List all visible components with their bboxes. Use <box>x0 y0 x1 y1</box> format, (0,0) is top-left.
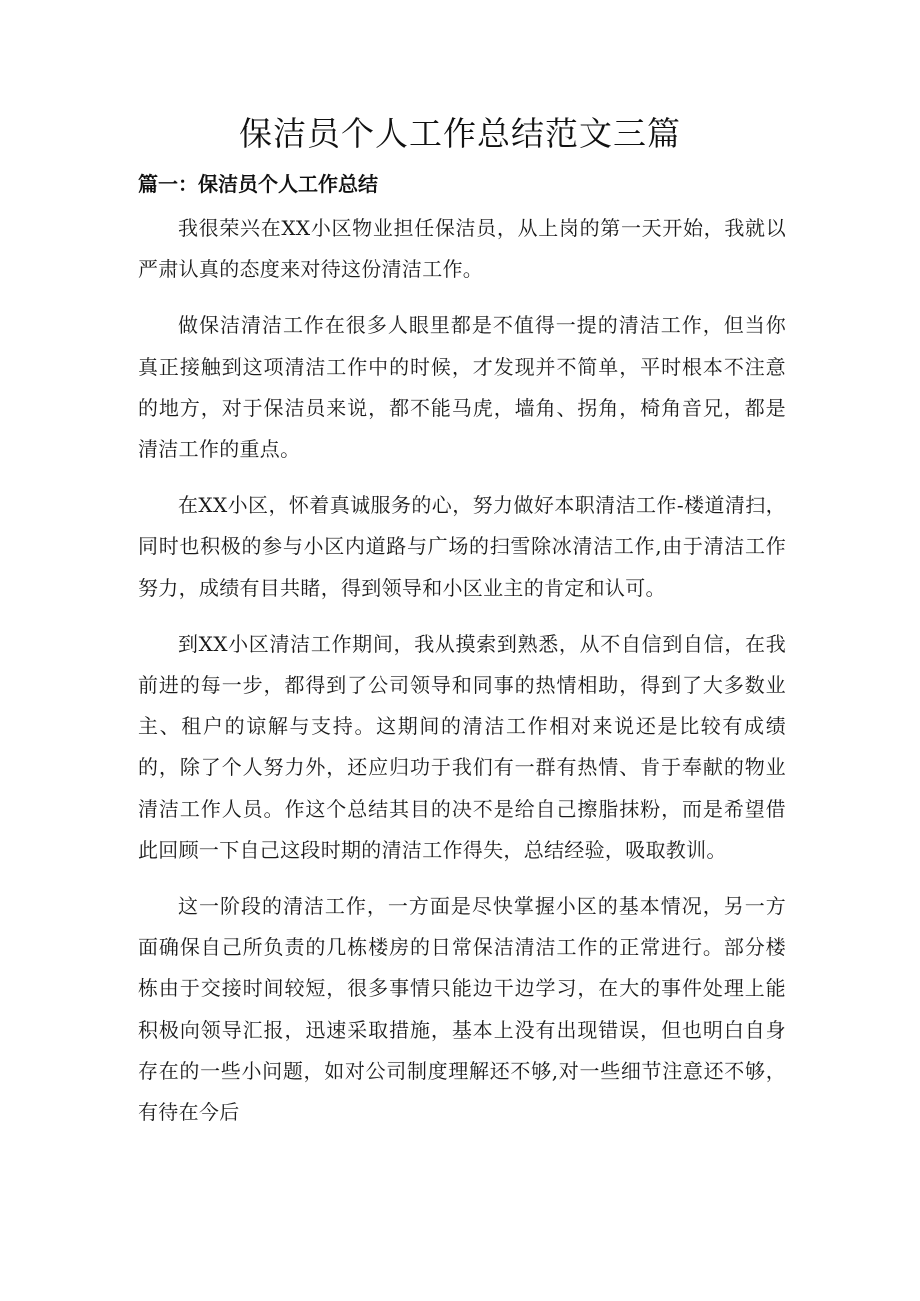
body-text <box>138 208 786 1148</box>
section-heading: 篇一：保洁员个人工作总结 <box>138 172 378 196</box>
document-title: 保洁员个人工作总结范文三篇 <box>239 114 681 153</box>
paragraph-5: 这一阶段的清洁工作，一方面是尽快掌握小区的基本情况，另一方面确保自己所负责的几栋楼房的日常保洁清洁工作的正常进行。部分楼栋由于交接时间较短，很多事情只能边干边学习，在大的事件处理上能积极向领导汇报，迅速采取措施，基本上没有出现错误，但也明白自身存在的一些小问题，如对公司制度理解还不够,对一些细节注意还不够，有待在今后 <box>138 894 786 1125</box>
paragraph-1: 我很荣兴在XX小区物业担任保洁员，从上岗的第一天开始，我就以严肃认真的态度来对待这份清洁工作。 <box>138 216 786 282</box>
paragraph-2: 做保洁清洁工作在很多人眼里都是不值得一提的清洁工作，但当你真正接触到这项清洁工作中的时候，才发现并不简单，平时根本不注意的地方，对于保洁员来说，都不能马虎，墙角、拐角，椅角音兄，都是清洁工作的重点。 <box>138 313 786 462</box>
paragraph-3: 在XX小区，怀着真诚服务的心，努力做好本职清洁工作-楼道清扫，同时也积极的参与小区内道路与广场的扫雪除冰清洁工作,由于清洁工作努力，成绩有目共睹，得到领导和小区业主的肯定和认可。 <box>138 493 786 600</box>
paragraph-4: 到XX小区清洁工作期间，我从摸索到熟悉，从不自信到自信，在我前进的每一步，都得到了公司领导和同事的热情相助，得到了大多数业主、租户的谅解与支持。这期间的清洁工作相对来说还是比较有成绩的，除了个人努力外，还应归功于我们有一群有热情、肯于奉献的物业清洁工作人员。作这个总结其目的决不是给自己擦脂抹粉，而是希望借此回顾一下自己这段时期的清洁工作得失，总结经验，吸取教训。 <box>138 631 786 862</box>
